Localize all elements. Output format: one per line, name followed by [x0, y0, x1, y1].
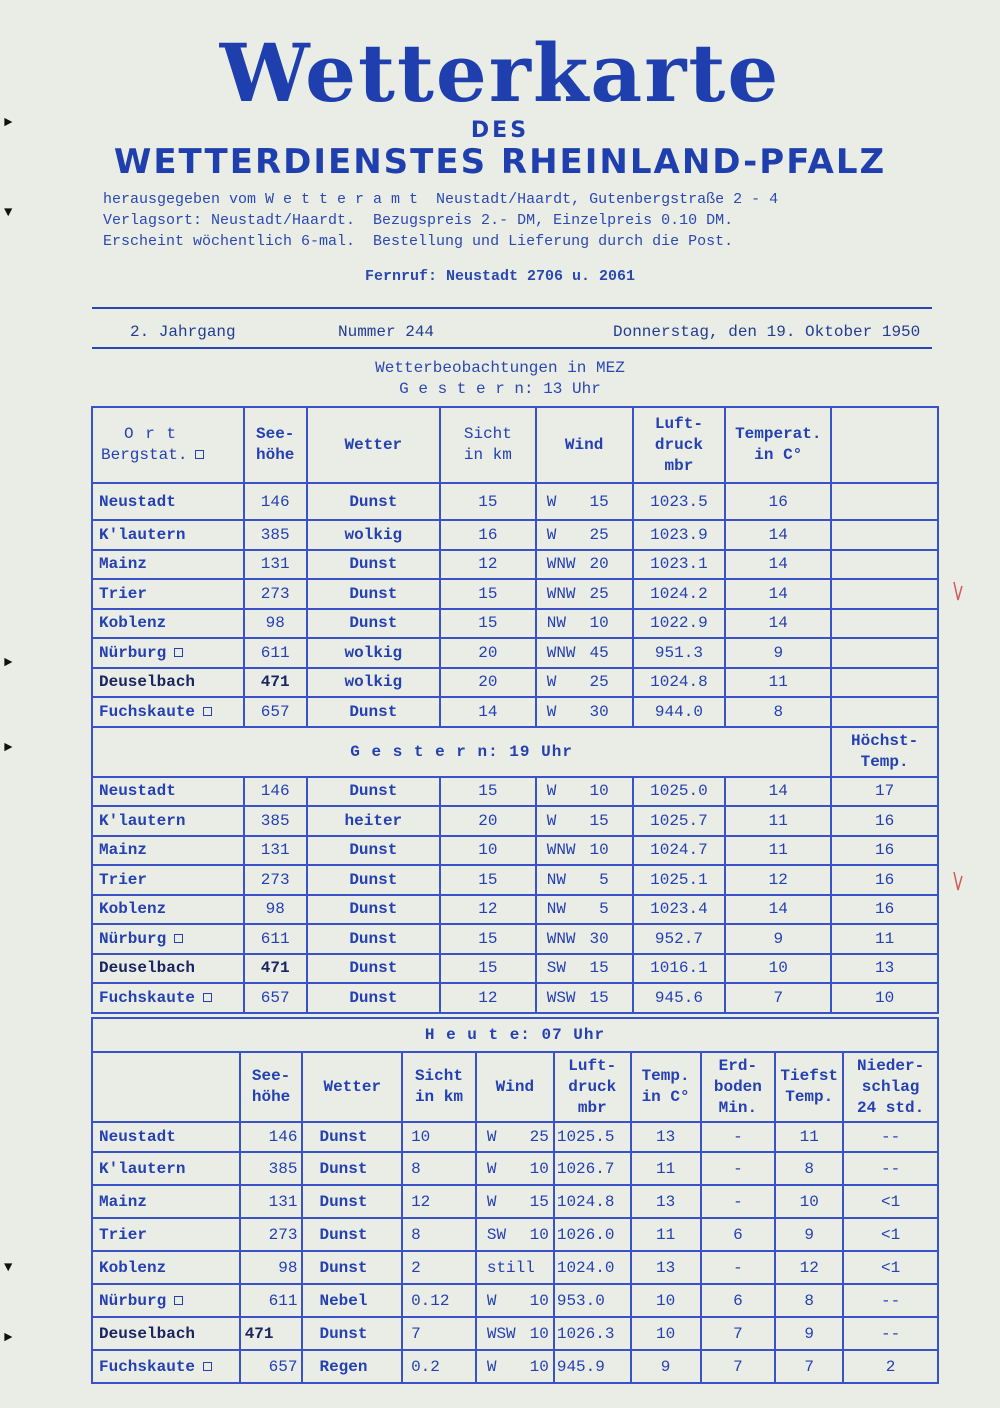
wind: W 30	[536, 697, 633, 727]
weather: Dunst	[307, 483, 440, 520]
weather: Dunst	[307, 777, 440, 807]
header-wetter: Wetter	[307, 407, 440, 483]
mountain-station-marker-icon	[174, 934, 183, 943]
empty-cell	[831, 550, 938, 580]
mountain-station-marker-icon	[203, 993, 212, 1002]
table-row	[92, 579, 938, 609]
table-row	[92, 836, 938, 866]
station-name: Nürburg	[92, 924, 244, 954]
station-name: Nürburg	[92, 1284, 240, 1317]
station-elevation: 385	[240, 1152, 303, 1185]
wind: WSW 15	[536, 983, 633, 1013]
temperature: 7	[725, 983, 831, 1013]
table-row	[92, 520, 938, 550]
binder-mark-icon: ►	[4, 740, 13, 756]
header-luftdruck: Luft- druck mbr	[554, 1052, 631, 1122]
today-title-row	[92, 1018, 938, 1052]
divider	[92, 347, 932, 349]
weather: Dunst	[307, 609, 440, 639]
temperature: 10	[631, 1317, 701, 1350]
table-row	[92, 806, 938, 836]
pressure: 1025.5	[554, 1122, 631, 1152]
temperature: 8	[725, 697, 831, 727]
empty-cell	[831, 579, 938, 609]
publisher-line: herausgegeben vom W e t t e r a m t Neustadt/Haardt, Gutenbergstraße 2 - 4	[103, 191, 779, 208]
empty-cell	[831, 520, 938, 550]
precipitation: --	[843, 1122, 938, 1152]
binder-mark-icon: ▼	[4, 1260, 13, 1276]
visibility: 8	[402, 1152, 476, 1185]
observations-table-yesterday	[91, 406, 939, 1014]
table-row	[92, 609, 938, 639]
header-temperatur: Temp. in C°	[631, 1052, 701, 1122]
table-row	[92, 895, 938, 925]
station-elevation: 273	[244, 865, 307, 895]
pressure: 1026.0	[554, 1218, 631, 1251]
station-name: Deuselbach	[92, 954, 244, 984]
temperature: 14	[725, 550, 831, 580]
table-row	[92, 550, 938, 580]
station-elevation: 98	[240, 1251, 303, 1284]
precipitation: --	[843, 1317, 938, 1350]
empty-cell	[831, 668, 938, 698]
empty-cell	[831, 609, 938, 639]
header-row	[92, 1052, 938, 1122]
precipitation: <1	[843, 1185, 938, 1218]
wind: still	[476, 1251, 554, 1284]
wind: W 10	[476, 1350, 554, 1383]
pressure: 1024.8	[633, 668, 726, 698]
precipitation: <1	[843, 1251, 938, 1284]
phone-line: Fernruf: Neustadt 2706 u. 2061	[364, 268, 636, 285]
visibility: 16	[440, 520, 536, 550]
max-temperature: 10	[831, 983, 938, 1013]
table-row	[92, 1350, 938, 1383]
station-elevation: 385	[244, 806, 307, 836]
min-temperature: 9	[775, 1218, 843, 1251]
weather: Dunst	[302, 1317, 402, 1350]
empty-cell	[831, 697, 938, 727]
max-temperature: 16	[831, 895, 938, 925]
weather: Dunst	[302, 1218, 402, 1251]
visibility: 8	[402, 1218, 476, 1251]
wind: WNW 20	[536, 550, 633, 580]
pressure: 953.0	[554, 1284, 631, 1317]
wind: W 25	[476, 1122, 554, 1152]
publishing-location-line: Verlagsort: Neustadt/Haardt. Bezugspreis 2.- DM, Einzelpreis 0.10 DM.	[103, 212, 734, 229]
station-elevation: 471	[244, 668, 307, 698]
min-temperature: 10	[775, 1185, 843, 1218]
header-hoechst: Höchst- Temp.	[831, 727, 938, 777]
binder-mark-icon: ►	[4, 115, 13, 131]
weather: Dunst	[307, 895, 440, 925]
station-elevation: 146	[240, 1122, 303, 1152]
weather: Dunst	[307, 954, 440, 984]
pressure: 952.7	[633, 924, 726, 954]
visibility: 15	[440, 777, 536, 807]
max-temperature: 17	[831, 777, 938, 807]
station-name: Koblenz	[92, 1251, 240, 1284]
station-elevation: 131	[244, 550, 307, 580]
station-name: Fuchskaute	[92, 697, 244, 727]
pressure: 1022.9	[633, 609, 726, 639]
mountain-station-marker-icon	[203, 1362, 212, 1371]
section-yesterday-19: G e s t e r n: 19 Uhr	[92, 727, 831, 777]
min-temperature: 8	[775, 1284, 843, 1317]
station-name: Deuselbach	[92, 1317, 240, 1350]
wind: SW 10	[476, 1218, 554, 1251]
weather: Dunst	[302, 1185, 402, 1218]
binder-mark-icon: ▼	[4, 205, 13, 221]
header-ort: O r t Bergstat.	[92, 407, 244, 483]
precipitation: --	[843, 1152, 938, 1185]
temperature: 11	[631, 1152, 701, 1185]
pressure: 1023.9	[633, 520, 726, 550]
header-seehoehe: See- höhe	[240, 1052, 303, 1122]
temperature: 16	[725, 483, 831, 520]
temperature: 14	[725, 520, 831, 550]
temperature: 13	[631, 1122, 701, 1152]
visibility: 12	[440, 983, 536, 1013]
pressure: 945.9	[554, 1350, 631, 1383]
header-erdboden: Erd- boden Min.	[701, 1052, 776, 1122]
pressure: 1016.1	[633, 954, 726, 984]
wind: WNW 30	[536, 924, 633, 954]
temperature: 11	[725, 836, 831, 866]
visibility: 12	[440, 895, 536, 925]
mountain-station-marker-icon	[203, 707, 212, 716]
table-row	[92, 638, 938, 668]
table-row	[92, 924, 938, 954]
pressure: 1024.8	[554, 1185, 631, 1218]
header-wind: Wind	[476, 1052, 554, 1122]
visibility: 0.12	[402, 1284, 476, 1317]
binder-mark-icon: ►	[4, 655, 13, 671]
wind: W 15	[536, 483, 633, 520]
wind: NW 5	[536, 865, 633, 895]
wind: SW 15	[536, 954, 633, 984]
weather: Dunst	[307, 550, 440, 580]
temperature: 14	[725, 895, 831, 925]
max-temperature: 16	[831, 836, 938, 866]
header-temperatur: Temperat. in C°	[725, 407, 831, 483]
visibility: 12	[402, 1185, 476, 1218]
max-temperature: 16	[831, 865, 938, 895]
table-row	[92, 1251, 938, 1284]
visibility: 15	[440, 483, 536, 520]
header-tiefst: Tiefst Temp.	[775, 1052, 843, 1122]
station-name: Mainz	[92, 550, 244, 580]
header-niederschlag: Nieder- schlag 24 std.	[843, 1052, 938, 1122]
table-row	[92, 1284, 938, 1317]
observations-title: Wetterbeobachtungen in MEZ	[375, 359, 625, 377]
wind: W 25	[536, 668, 633, 698]
soil-min-temperature: -	[701, 1122, 776, 1152]
masthead-organization: WETTERDIENSTES RHEINLAND-PFALZ	[113, 142, 887, 182]
visibility: 20	[440, 668, 536, 698]
soil-min-temperature: 6	[701, 1218, 776, 1251]
wind: W 25	[536, 520, 633, 550]
soil-min-temperature: 7	[701, 1317, 776, 1350]
pressure: 1025.1	[633, 865, 726, 895]
wind: W 10	[476, 1152, 554, 1185]
station-elevation: 657	[244, 697, 307, 727]
station-name: K'lautern	[92, 520, 244, 550]
visibility: 15	[440, 865, 536, 895]
pressure: 1024.7	[633, 836, 726, 866]
table-row	[92, 1185, 938, 1218]
table-row	[92, 1122, 938, 1152]
mountain-station-marker-icon	[174, 648, 183, 657]
table-row	[92, 483, 938, 520]
wind: WSW 10	[476, 1317, 554, 1350]
station-name: Trier	[92, 1218, 240, 1251]
wind: W 15	[476, 1185, 554, 1218]
station-elevation: 611	[244, 638, 307, 668]
station-name: Neustadt	[92, 483, 244, 520]
mountain-station-marker-icon	[174, 1296, 183, 1305]
station-elevation: 385	[244, 520, 307, 550]
weather: Dunst	[307, 697, 440, 727]
weather: Dunst	[302, 1152, 402, 1185]
station-elevation: 146	[244, 777, 307, 807]
pressure: 1026.3	[554, 1317, 631, 1350]
temperature: 11	[725, 806, 831, 836]
temperature: 14	[725, 777, 831, 807]
weather: Dunst	[307, 983, 440, 1013]
wind: WNW 25	[536, 579, 633, 609]
table-row	[92, 668, 938, 698]
header-seehoehe: See- höhe	[244, 407, 307, 483]
table-row	[92, 954, 938, 984]
pressure: 945.6	[633, 983, 726, 1013]
temperature: 12	[725, 865, 831, 895]
pressure: 1023.5	[633, 483, 726, 520]
weather: Dunst	[302, 1251, 402, 1284]
wind: NW 10	[536, 609, 633, 639]
soil-min-temperature: 7	[701, 1350, 776, 1383]
temperature: 9	[725, 924, 831, 954]
weather: Regen	[302, 1350, 402, 1383]
table-row	[92, 777, 938, 807]
soil-min-temperature: -	[701, 1251, 776, 1284]
station-name: Deuselbach	[92, 668, 244, 698]
station-elevation: 471	[240, 1317, 303, 1350]
station-name: Neustadt	[92, 1122, 240, 1152]
weather: heiter	[307, 806, 440, 836]
weather: Dunst	[307, 579, 440, 609]
masthead-title: Wetterkarte	[219, 26, 781, 120]
pressure: 1026.7	[554, 1152, 631, 1185]
table-row	[92, 865, 938, 895]
visibility: 0.2	[402, 1350, 476, 1383]
station-name: Mainz	[92, 1185, 240, 1218]
min-temperature: 8	[775, 1152, 843, 1185]
station-name: Mainz	[92, 836, 244, 866]
station-elevation: 611	[240, 1284, 303, 1317]
station-elevation: 131	[240, 1185, 303, 1218]
wind: NW 5	[536, 895, 633, 925]
empty-cell	[831, 483, 938, 520]
header-wetter: Wetter	[302, 1052, 402, 1122]
precipitation: <1	[843, 1218, 938, 1251]
weather: Nebel	[302, 1284, 402, 1317]
temperature: 9	[725, 638, 831, 668]
max-temperature: 16	[831, 806, 938, 836]
wind: W 15	[536, 806, 633, 836]
weather: Dunst	[302, 1122, 402, 1152]
station-elevation: 471	[244, 954, 307, 984]
visibility: 15	[440, 609, 536, 639]
visibility: 14	[440, 697, 536, 727]
station-elevation: 657	[244, 983, 307, 1013]
station-name: K'lautern	[92, 806, 244, 836]
weather: wolkig	[307, 638, 440, 668]
header-row	[92, 407, 938, 483]
pressure: 944.0	[633, 697, 726, 727]
soil-min-temperature: -	[701, 1185, 776, 1218]
station-name: Nürburg	[92, 638, 244, 668]
temperature: 14	[725, 579, 831, 609]
section-yesterday-13: G e s t e r n: 13 Uhr	[399, 380, 601, 398]
station-name: Neustadt	[92, 777, 244, 807]
visibility: 12	[440, 550, 536, 580]
station-name: Trier	[92, 579, 244, 609]
temperature: 14	[725, 609, 831, 639]
weather: Dunst	[307, 924, 440, 954]
section-today-07: H e u t e: 07 Uhr	[92, 1018, 938, 1052]
issue-date: Donnerstag, den 19. Oktober 1950	[613, 323, 921, 341]
visibility: 10	[440, 836, 536, 866]
pressure: 1024.2	[633, 579, 726, 609]
visibility: 7	[402, 1317, 476, 1350]
volume-label: 2. Jahrgang	[130, 323, 236, 341]
temperature: 10	[725, 954, 831, 984]
pressure: 1023.1	[633, 550, 726, 580]
visibility: 15	[440, 954, 536, 984]
soil-min-temperature: -	[701, 1152, 776, 1185]
binder-mark-icon: ►	[4, 1330, 13, 1346]
station-elevation: 146	[244, 483, 307, 520]
wind: W 10	[536, 777, 633, 807]
header-sicht: Sicht in km	[402, 1052, 476, 1122]
observations-table-today	[91, 1017, 939, 1384]
station-elevation: 273	[240, 1218, 303, 1251]
pressure: 1024.0	[554, 1251, 631, 1284]
station-name: Fuchskaute	[92, 983, 244, 1013]
station-elevation: 273	[244, 579, 307, 609]
visibility: 15	[440, 579, 536, 609]
station-elevation: 657	[240, 1350, 303, 1383]
header-wind: Wind	[536, 407, 633, 483]
table-row	[92, 983, 938, 1013]
min-temperature: 9	[775, 1317, 843, 1350]
max-temperature: 11	[831, 924, 938, 954]
station-name: Koblenz	[92, 609, 244, 639]
weather: wolkig	[307, 520, 440, 550]
temperature: 11	[725, 668, 831, 698]
station-elevation: 98	[244, 895, 307, 925]
pressure: 1023.4	[633, 895, 726, 925]
station-name: Fuchskaute	[92, 1350, 240, 1383]
weather: Dunst	[307, 865, 440, 895]
soil-min-temperature: 6	[701, 1284, 776, 1317]
visibility: 20	[440, 806, 536, 836]
section-divider-row	[92, 727, 938, 777]
table-row	[92, 697, 938, 727]
station-elevation: 98	[244, 609, 307, 639]
header-ort	[92, 1052, 240, 1122]
visibility: 10	[402, 1122, 476, 1152]
station-elevation: 611	[244, 924, 307, 954]
temperature: 9	[631, 1350, 701, 1383]
visibility: 20	[440, 638, 536, 668]
pressure: 1025.0	[633, 777, 726, 807]
temperature: 13	[631, 1251, 701, 1284]
visibility: 15	[440, 924, 536, 954]
weather: wolkig	[307, 668, 440, 698]
pressure: 951.3	[633, 638, 726, 668]
visibility: 2	[402, 1251, 476, 1284]
table-row	[92, 1152, 938, 1185]
issue-number: Nummer 244	[338, 323, 435, 341]
min-temperature: 7	[775, 1350, 843, 1383]
header-luftdruck: Luft- druck mbr	[633, 407, 726, 483]
station-name: Koblenz	[92, 895, 244, 925]
precipitation: 2	[843, 1350, 938, 1383]
table-row	[92, 1317, 938, 1350]
station-name: Trier	[92, 865, 244, 895]
station-elevation: 131	[244, 836, 307, 866]
min-temperature: 11	[775, 1122, 843, 1152]
pencil-marks	[948, 580, 968, 1220]
wind: W 10	[476, 1284, 554, 1317]
pressure: 1025.7	[633, 806, 726, 836]
empty-cell	[831, 638, 938, 668]
min-temperature: 12	[775, 1251, 843, 1284]
table-row	[92, 1218, 938, 1251]
max-temperature: 13	[831, 954, 938, 984]
precipitation: --	[843, 1284, 938, 1317]
header-empty	[831, 407, 938, 483]
wind: WNW 45	[536, 638, 633, 668]
subscription-line: Erscheint wöchentlich 6-mal. Bestellung und Lieferung durch die Post.	[103, 233, 734, 250]
temperature: 13	[631, 1185, 701, 1218]
wind: WNW 10	[536, 836, 633, 866]
temperature: 10	[631, 1284, 701, 1317]
header-sicht: Sicht in km	[440, 407, 536, 483]
masthead-des: DES	[470, 118, 530, 143]
station-name: K'lautern	[92, 1152, 240, 1185]
weather: Dunst	[307, 836, 440, 866]
divider	[92, 307, 932, 309]
temperature: 11	[631, 1218, 701, 1251]
